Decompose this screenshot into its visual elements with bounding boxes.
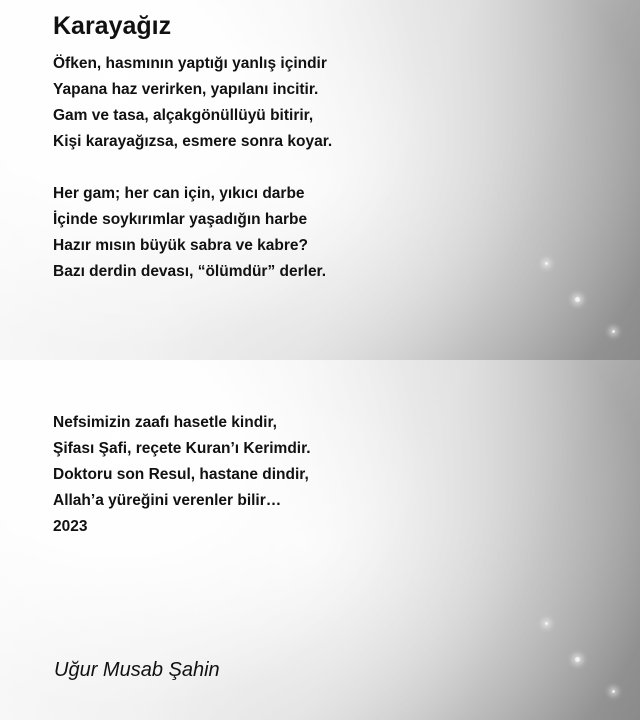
poem-line: Allah’a yüreğini verenler bilir… — [53, 492, 282, 509]
sparkle-decoration — [612, 330, 615, 333]
stanza-2 — [53, 181, 326, 285]
stanza-1 — [53, 51, 332, 155]
poem-line: Hazır mısın büyük sabra ve kabre? — [53, 237, 308, 254]
poem-line: Gam ve tasa, alçakgönüllüyü bitirir, — [53, 107, 314, 124]
stanza-3 — [53, 410, 311, 540]
sparkle-decoration — [612, 690, 615, 693]
poem-year: 2023 — [53, 518, 88, 535]
poem-line: Doktoru son Resul, hastane dindir, — [53, 466, 309, 483]
sparkle-decoration — [575, 297, 580, 302]
poem-line: Şifası Şafi, reçete Kuran’ı Kerimdir. — [53, 440, 311, 457]
poem-line: Her gam; her can için, yıkıcı darbe — [53, 185, 305, 202]
poem-line: İçinde soykırımlar yaşadığın harbe — [53, 211, 308, 228]
sparkle-decoration — [545, 262, 548, 265]
poem-panel-bottom — [0, 360, 640, 720]
poem-line: Bazı derdin devası, “ölümdür” derler. — [53, 263, 327, 280]
poem-line: Nefsimizin zaafı hasetle kindir, — [53, 414, 277, 431]
sparkle-decoration — [575, 657, 580, 662]
sparkle-decoration — [545, 622, 548, 625]
poem-line: Yapana haz verirken, yapılanı incitir. — [53, 81, 319, 98]
poem-title: Karayağız — [53, 12, 172, 40]
poem-line: Öfken, hasmının yaptığı yanlış içindir — [53, 55, 327, 72]
author-name: Uğur Musab Şahin — [54, 659, 220, 681]
poem-line: Kişi karayağızsa, esmere sonra koyar. — [53, 133, 333, 150]
